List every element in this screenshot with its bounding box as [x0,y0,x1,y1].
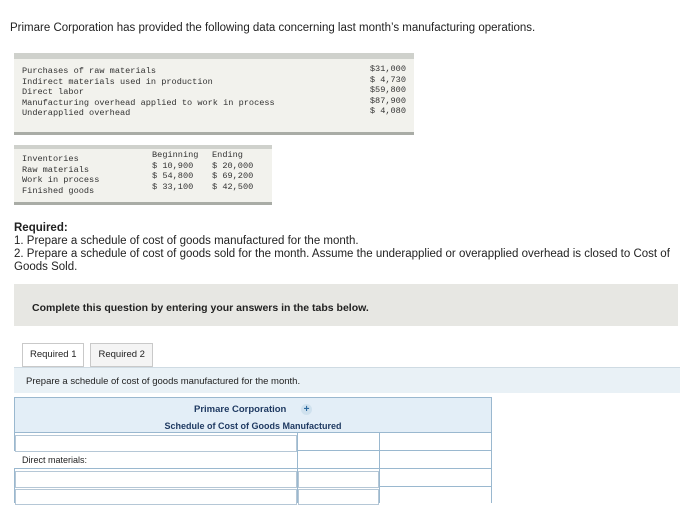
schedule-header [14,397,492,433]
total-cell [379,469,492,486]
amount-cell [297,469,379,486]
cost-value: $ 4,730 [369,74,406,85]
cost-label: Purchases of raw materials [22,66,157,76]
intro-text: Primare Corporation has provided the following data concerning last month’s manufacturing operations. [10,22,536,34]
panel-text: Complete this question by entering your answers in the tabs below. [32,302,369,314]
required-section [14,222,694,274]
cost-value: $59,800 [369,85,406,96]
cost-data-values [370,64,406,117]
inventory-labels [22,154,99,196]
cost-data-table [14,53,414,135]
table-row [14,469,492,487]
inventory-header-label: Inventories [22,154,79,164]
instruction-bar [14,367,680,393]
inventory-label: Work in process [22,175,100,186]
table-row [14,451,492,469]
table-row [14,433,492,451]
total-cell [379,433,492,450]
cost-label: Manufacturing overhead applied to work in process [22,97,275,108]
label-cell [14,433,297,450]
inventory-beginning: $ 10,900 [152,160,194,171]
direct-materials-label: Direct materials: [22,455,88,465]
inventory-label: Finished goods [22,185,95,196]
inventory-values [152,150,268,192]
tab-required-1[interactable]: Required 1 [22,343,84,367]
required-item-1: 1. Prepare a schedule of cost of goods manufactured for the month. [14,235,359,247]
amount-cell [297,451,379,468]
required-item-2: 2. Prepare a schedule of cost of goods sold for the month. Assume the underapplied or overapplied overhead is closed to Cost of Goods Sold. [14,248,670,273]
amount-input[interactable] [298,471,379,488]
inventory-ending: $ 42,500 [212,181,254,192]
cost-data-labels [22,66,275,119]
cost-label: Indirect materials used in production [22,76,213,87]
row-label-input[interactable] [15,471,297,488]
inventory-ending: $ 20,000 [212,160,254,171]
cost-label: Underapplied overhead [22,108,131,119]
total-cell [379,451,492,468]
tab-required-2[interactable]: Required 2 [90,343,152,367]
required-heading: Required: [14,222,68,234]
schedule-table [14,397,492,503]
total-cell [379,487,492,503]
inventory-beginning: $ 33,100 [152,181,194,192]
cost-value: $87,900 [369,95,406,106]
tab-bar [22,343,153,367]
inventory-ending: $ 69,200 [212,171,254,182]
instruction-text: Prepare a schedule of cost of goods manufactured for the month. [26,376,301,387]
schedule-company: Primare Corporation [193,404,287,416]
label-cell [14,487,297,503]
amount-cell [297,487,379,503]
row-label-input[interactable] [15,435,297,452]
table-row [14,487,492,503]
col-beginning-header: Beginning [152,150,199,160]
amount-cell [297,433,379,450]
inventory-beginning: $ 54,800 [152,171,194,182]
plus-icon[interactable]: + [301,404,312,415]
cost-value: $ 4,080 [369,106,406,117]
instructions-panel [14,284,678,326]
cost-label: Direct labor [22,87,84,98]
inventories-table [14,145,272,205]
schedule-title: Schedule of Cost of Goods Manufactured [164,421,342,431]
label-cell [14,469,297,486]
schedule-company-row [15,404,491,415]
inventory-label: Raw materials [22,164,90,175]
col-ending-header: Ending [212,150,243,160]
cost-value: $31,000 [369,64,406,74]
